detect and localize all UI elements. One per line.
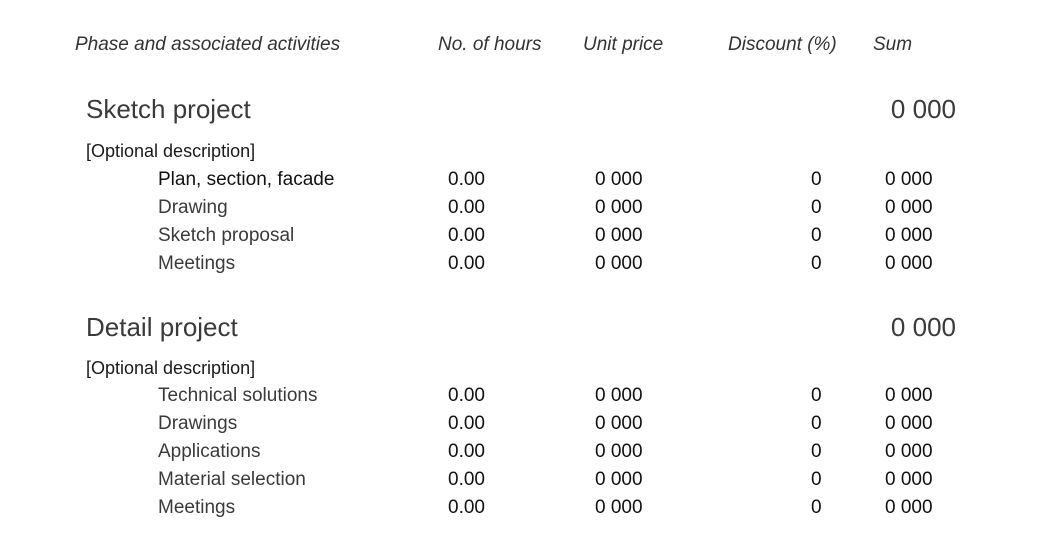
sum-value: 0 000 xyxy=(885,385,933,406)
header-discount: Discount (%) xyxy=(728,34,837,55)
phase-description: [Optional description] xyxy=(86,358,256,378)
header-sum: Sum xyxy=(873,34,913,55)
phase-sum: 0 000 xyxy=(890,94,956,124)
discount-value: 0 xyxy=(811,225,822,246)
discount-value: 0 xyxy=(811,385,822,406)
activity-name: Meetings xyxy=(158,497,236,518)
hours-value: 0.00 xyxy=(448,441,485,462)
header-hours: No. of hours xyxy=(438,34,542,55)
table-row xyxy=(0,250,1037,278)
unit-price-value: 0 000 xyxy=(595,497,643,518)
discount-value: 0 xyxy=(811,253,822,274)
discount-value: 0 xyxy=(811,197,822,218)
sum-value: 0 000 xyxy=(885,497,933,518)
activity-name: Technical solutions xyxy=(158,385,318,406)
sum-value: 0 000 xyxy=(885,253,933,274)
phase-sum: 0 000 xyxy=(890,312,956,342)
hours-value: 0.00 xyxy=(448,197,485,218)
unit-price-value: 0 000 xyxy=(595,469,643,490)
hours-value: 0.00 xyxy=(448,225,485,246)
unit-price-value: 0 000 xyxy=(595,225,643,246)
activity-name: Sketch proposal xyxy=(158,225,295,246)
unit-price-value: 0 000 xyxy=(595,441,643,462)
activity-name: Applications xyxy=(158,441,261,462)
discount-value: 0 xyxy=(811,441,822,462)
phase-description: [Optional description] xyxy=(86,141,256,161)
unit-price-value: 0 000 xyxy=(595,169,643,190)
discount-value: 0 xyxy=(811,413,822,434)
discount-value: 0 xyxy=(811,169,822,190)
hours-value: 0.00 xyxy=(448,469,485,490)
table-row xyxy=(0,410,1037,438)
activity-name: Meetings xyxy=(158,253,236,274)
hours-value: 0.00 xyxy=(448,253,485,274)
sum-value: 0 000 xyxy=(885,469,933,490)
table-row xyxy=(0,222,1037,250)
unit-price-value: 0 000 xyxy=(595,253,643,274)
unit-price-value: 0 000 xyxy=(595,385,643,406)
header-activities: Phase and associated activities xyxy=(75,34,341,55)
table-row xyxy=(0,166,1037,194)
hours-value: 0.00 xyxy=(448,169,485,190)
table-row xyxy=(0,382,1037,410)
hours-value: 0.00 xyxy=(448,385,485,406)
hours-value: 0.00 xyxy=(448,497,485,518)
discount-value: 0 xyxy=(811,497,822,518)
activity-name: Drawings xyxy=(158,413,238,434)
sum-value: 0 000 xyxy=(885,169,933,190)
phase-title: Detail project xyxy=(86,312,238,342)
sum-value: 0 000 xyxy=(885,413,933,434)
hours-value: 0.00 xyxy=(448,413,485,434)
table-row xyxy=(0,194,1037,222)
table-row xyxy=(0,438,1037,466)
sum-value: 0 000 xyxy=(885,225,933,246)
phase-title: Sketch project xyxy=(86,94,251,124)
table-row xyxy=(0,466,1037,494)
sum-value: 0 000 xyxy=(885,197,933,218)
sum-value: 0 000 xyxy=(885,441,933,462)
table-row xyxy=(0,494,1037,522)
unit-price-value: 0 000 xyxy=(595,413,643,434)
discount-value: 0 xyxy=(811,469,822,490)
activity-name: Drawing xyxy=(158,197,228,218)
unit-price-value: 0 000 xyxy=(595,197,643,218)
header-unit-price: Unit price xyxy=(583,34,664,55)
activity-name: Plan, section, facade xyxy=(158,169,335,190)
activity-name: Material selection xyxy=(158,469,306,490)
